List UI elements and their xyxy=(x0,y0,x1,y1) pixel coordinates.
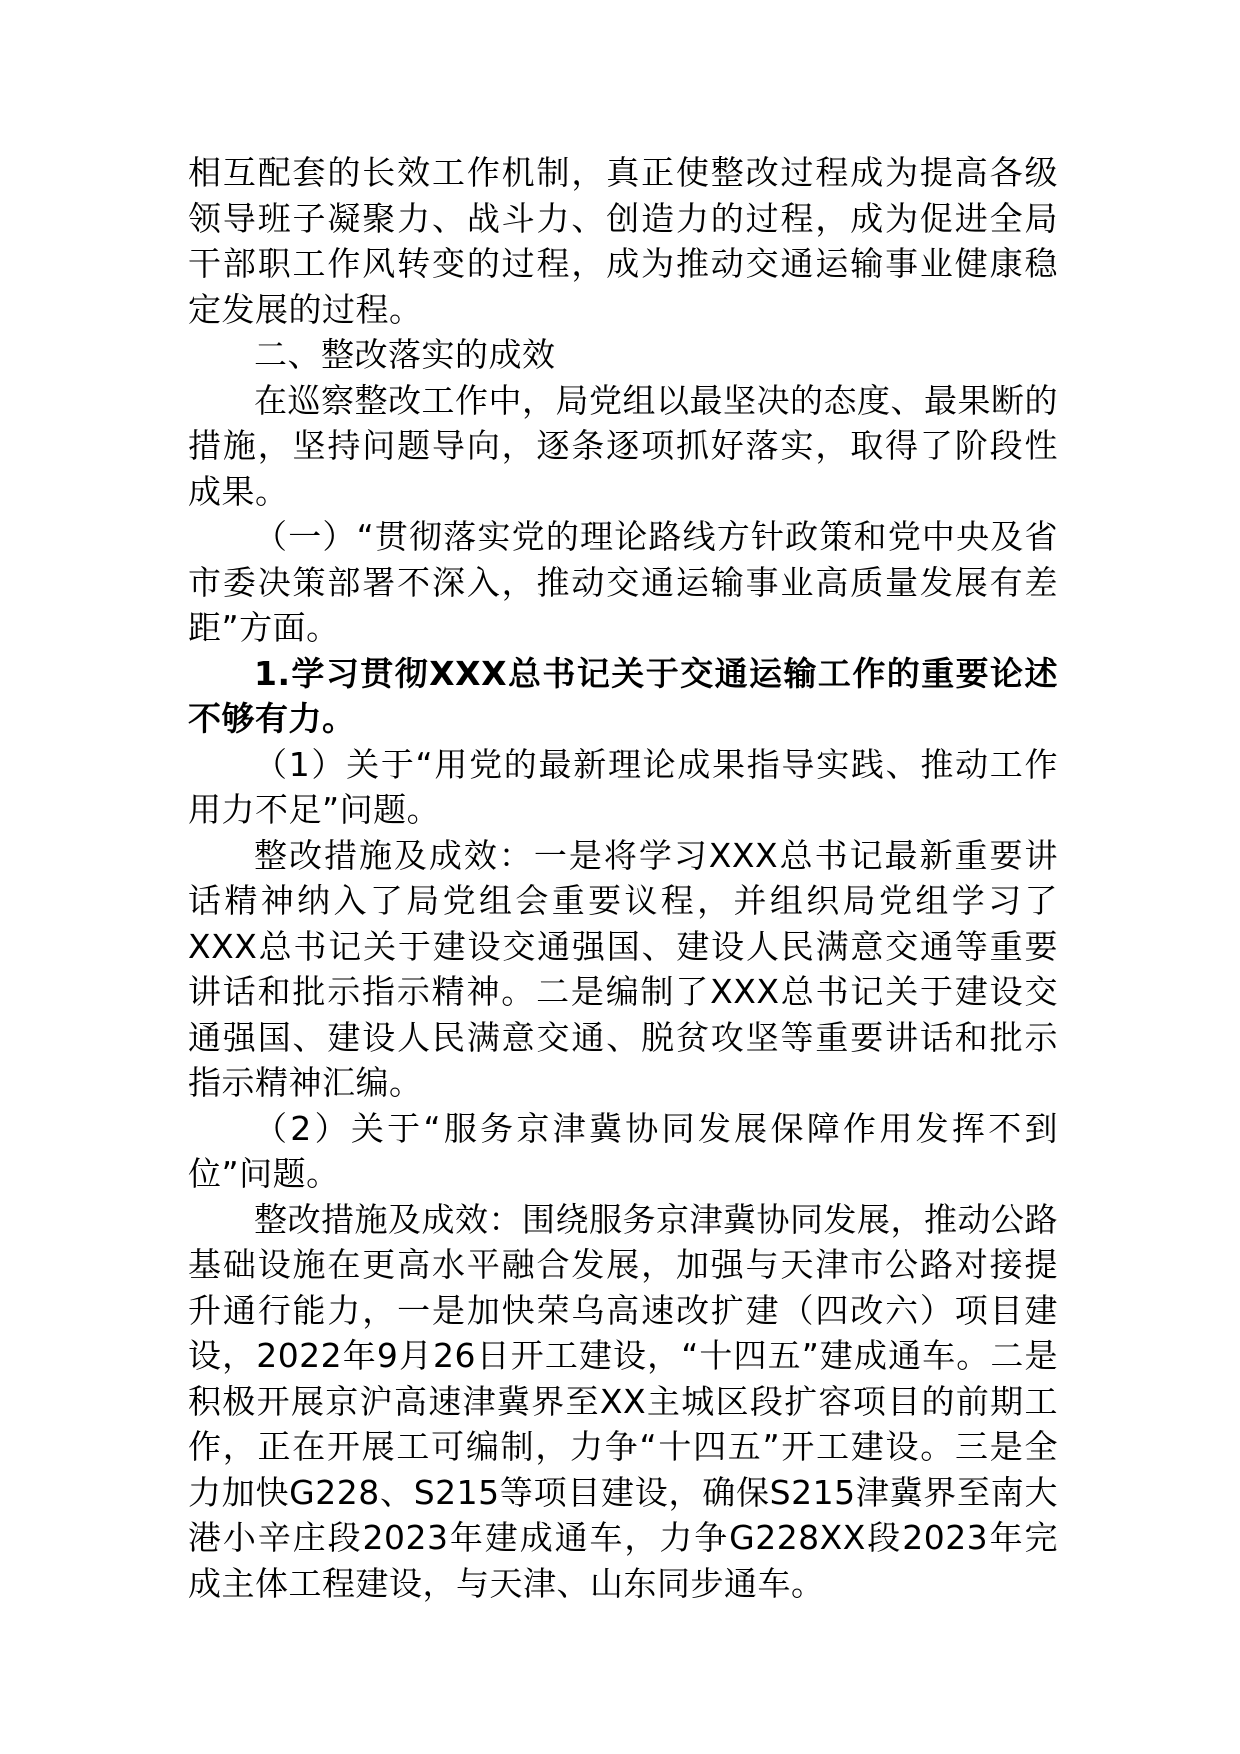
document-body xyxy=(188,150,1058,1606)
subsection-heading-1: （一）“贯彻落实党的理论路线方针政策和党中央及省市委决策部署不深入，推动交通运输事业高质量发展有差距”方面。 xyxy=(188,517,1058,647)
paragraph-mechanism-continued: 相互配套的长效工作机制，真正使整改过程成为提高各级领导班子凝聚力、战斗力、创造力的过程，成为促进全局干部职工作风转变的过程，成为推动交通运输事业健康稳定发展的过程。 xyxy=(188,153,1058,329)
paragraph-results-intro: 在巡察整改工作中，局党组以最坚决的态度、最果断的措施，坚持问题导向，逐条逐项抓好落实，取得了阶段性成果。 xyxy=(188,380,1058,511)
paragraph-measures-2: 整改措施及成效：围绕服务京津冀协同发展，推动公路基础设施在更高水平融合发展，加强与天津市公路对接提升通行能力，一是加快荣乌高速改扩建（四改六）项目建设，2022年9月26日开工建设，“十四五”建成通车。二是积极开展京沪高速津冀界至XX主城区段扩容项目的前期工作，正在开展工可编制，力争“十四五”开工建设。三是全力加快G228、S215等项目建设，确保S215津冀界至南大港小辛庄段2023年建成通车，力争G228XX段2023年完成主体工程建设，与天津、山东同步通车。 xyxy=(188,1199,1058,1603)
issue-heading-2: （2）关于“服务京津冀协同发展保障作用发挥不到位”问题。 xyxy=(188,1108,1058,1193)
issue-heading-1: （1）关于“用党的最新理论成果指导实践、推动工作用力不足”问题。 xyxy=(188,744,1058,829)
item-heading-1: 1.学习贯彻XXX总书记关于交通运输工作的重要论述不够有力。 xyxy=(188,653,1058,738)
paragraph-measures-1: 整改措施及成效：一是将学习XXX总书记最新重要讲话精神纳入了局党组会重要议程，并组织局党组学习了XXX总书记关于建设交通强国、建设人民满意交通等重要讲话和批示指示精神。二是编制了XXX总书记关于建设交通强国、建设人民满意交通、脱贫攻坚等重要讲话和批示指示精神汇编。 xyxy=(188,835,1058,1102)
section-heading-results: 二、整改落实的成效 xyxy=(254,335,556,374)
